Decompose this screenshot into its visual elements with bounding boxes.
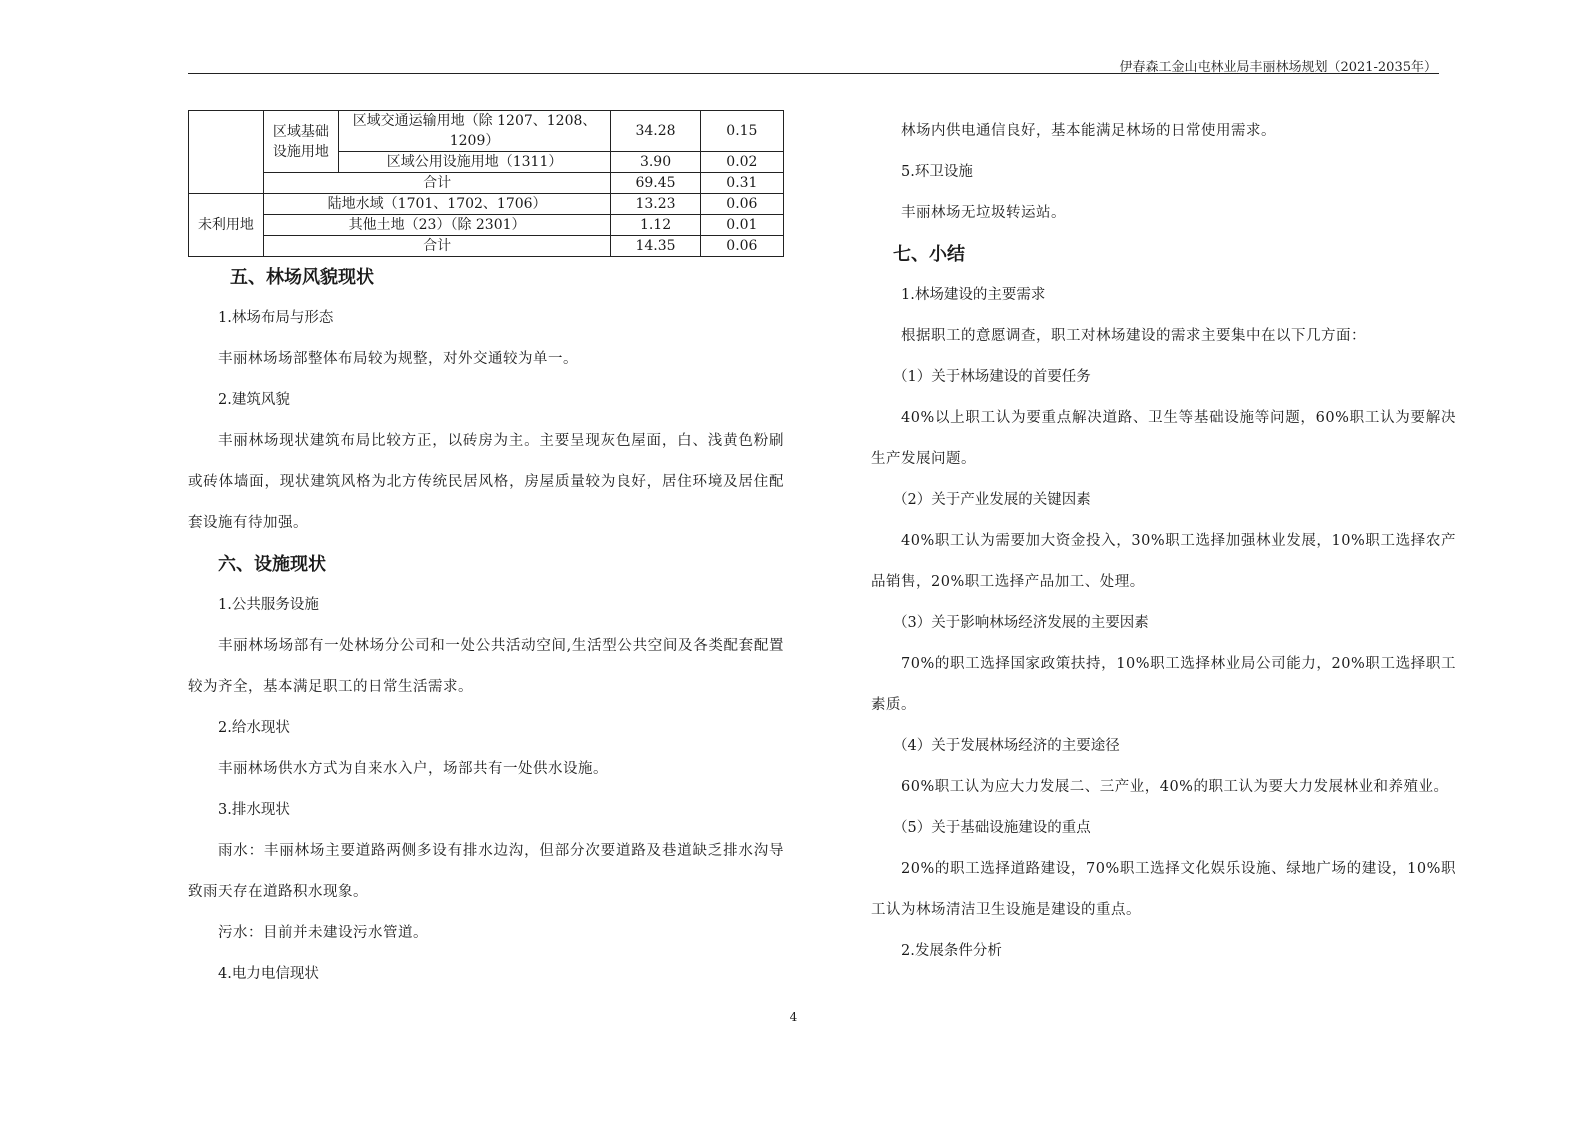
- subheading: 4.电力电信现状: [218, 966, 319, 982]
- question-heading: （5）关于基础设施建设的重点: [893, 820, 1091, 836]
- table-cell-ratio: 0.06: [700, 236, 783, 257]
- subheading: 2.给水现状: [218, 720, 290, 736]
- table-cell-area: 1.12: [611, 215, 700, 236]
- section-heading: 五、林场风貌现状: [230, 267, 374, 288]
- subheading: 1.林场建设的主要需求: [901, 287, 1046, 303]
- subheading: 1.公共服务设施: [218, 597, 319, 613]
- subheading: 1.林场布局与形态: [218, 310, 334, 326]
- table-cell-name: 区域交通运输用地（除 1207、1208、1209）: [338, 111, 611, 152]
- paragraph: 丰丽林场供水方式为自来水入户，场部共有一处供水设施。: [218, 761, 608, 777]
- table-row: [189, 194, 784, 215]
- table-cell-area: 69.45: [611, 173, 700, 194]
- table-cell-name: 其他土地（23）（除 2301）: [263, 215, 610, 236]
- table-cell-name: 陆地水域（1701、1702、1706）: [263, 194, 610, 215]
- paragraph: 60%职工认为应大力发展二、三产业，40%的职工认为要大力发展林业和养殖业。: [901, 779, 1449, 795]
- paragraph: 丰丽林场场部有一处林场分公司和一处公共活动空间,生活型公共空间及各类配套配置较为齐全，基本满足职工的日常生活需求。: [188, 638, 784, 695]
- table-row: [189, 236, 784, 257]
- table-cell-total-label: 合计: [263, 173, 610, 194]
- table-cell-area: 34.28: [611, 111, 700, 152]
- land-use-table: [188, 110, 784, 257]
- table-cell-category: 未利用地: [189, 194, 264, 257]
- paragraph: 根据职工的意愿调查，职工对林场建设的需求主要集中在以下几方面：: [901, 328, 1366, 344]
- section-heading: 六、设施现状: [218, 554, 326, 575]
- header-divider: [188, 73, 1439, 74]
- table-cell-total-label: 合计: [263, 236, 610, 257]
- question-heading: （3）关于影响林场经济发展的主要因素: [893, 615, 1149, 631]
- table-cell-area: 13.23: [611, 194, 700, 215]
- paragraph: 污水：目前并未建设污水管道。: [218, 925, 428, 941]
- table-cell-empty: [189, 111, 264, 194]
- subheading: 2.发展条件分析: [901, 943, 1002, 959]
- table-cell-name: 区域公用设施用地（1311）: [338, 152, 611, 173]
- paragraph: 40%以上职工认为要重点解决道路、卫生等基础设施等问题，60%职工认为要解决生产发展问题。: [871, 410, 1456, 467]
- table-row: [189, 173, 784, 194]
- right-column: [871, 111, 1456, 972]
- paragraph: 40%职工认为需要加大资金投入，30%职工选择加强林业发展，10%职工选择农产品销售，20%职工选择产品加工、处理。: [871, 533, 1456, 590]
- subheading: 5.环卫设施: [901, 164, 973, 180]
- paragraph: 20%的职工选择道路建设，70%职工选择文化娱乐设施、绿地广场的建设，10%职工认为林场清洁卫生设施是建设的重点。: [871, 861, 1456, 918]
- question-heading: （1）关于林场建设的首要任务: [893, 369, 1091, 385]
- page-number: 4: [789, 1010, 798, 1024]
- table-cell-area: 14.35: [611, 236, 700, 257]
- subheading: 2.建筑风貌: [218, 392, 290, 408]
- paragraph: 林场内供电通信良好，基本能满足林场的日常使用需求。: [901, 123, 1276, 139]
- table-cell-category: 区域基础设施用地: [263, 111, 338, 173]
- paragraph: 丰丽林场无垃圾转运站。: [901, 205, 1066, 221]
- table-cell-ratio: 0.02: [700, 152, 783, 173]
- question-heading: （2）关于产业发展的关键因素: [893, 492, 1091, 508]
- subheading: 3.排水现状: [218, 802, 290, 818]
- header-title: 伊春森工金山屯林业局丰丽林场规划（2021-2035年）: [1119, 60, 1437, 75]
- paragraph: 70%的职工选择国家政策扶持，10%职工选择林业局公司能力，20%职工选择职工素质。: [871, 656, 1456, 713]
- paragraph: 丰丽林场现状建筑布局比较方正，以砖房为主。主要呈现灰色屋面，白、浅黄色粉刷或砖体墙面，现状建筑风格为北方传统民居风格，房屋质量较为良好，居住环境及居住配套设施有待加强。: [188, 433, 784, 531]
- table-cell-ratio: 0.06: [700, 194, 783, 215]
- table-cell-area: 3.90: [611, 152, 700, 173]
- table-cell-ratio: 0.31: [700, 173, 783, 194]
- table-row: [189, 111, 784, 152]
- paragraph: 雨水：丰丽林场主要道路两侧多设有排水边沟，但部分次要道路及巷道缺乏排水沟导致雨天存在道路积水现象。: [188, 843, 784, 900]
- question-heading: （4）关于发展林场经济的主要途径: [893, 738, 1120, 754]
- section-heading: 七、小结: [893, 244, 965, 265]
- table-cell-ratio: 0.15: [700, 111, 783, 152]
- left-column: [188, 110, 784, 995]
- table-row: [189, 215, 784, 236]
- table-cell-ratio: 0.01: [700, 215, 783, 236]
- paragraph: 丰丽林场场部整体布局较为规整，对外交通较为单一。: [218, 351, 578, 367]
